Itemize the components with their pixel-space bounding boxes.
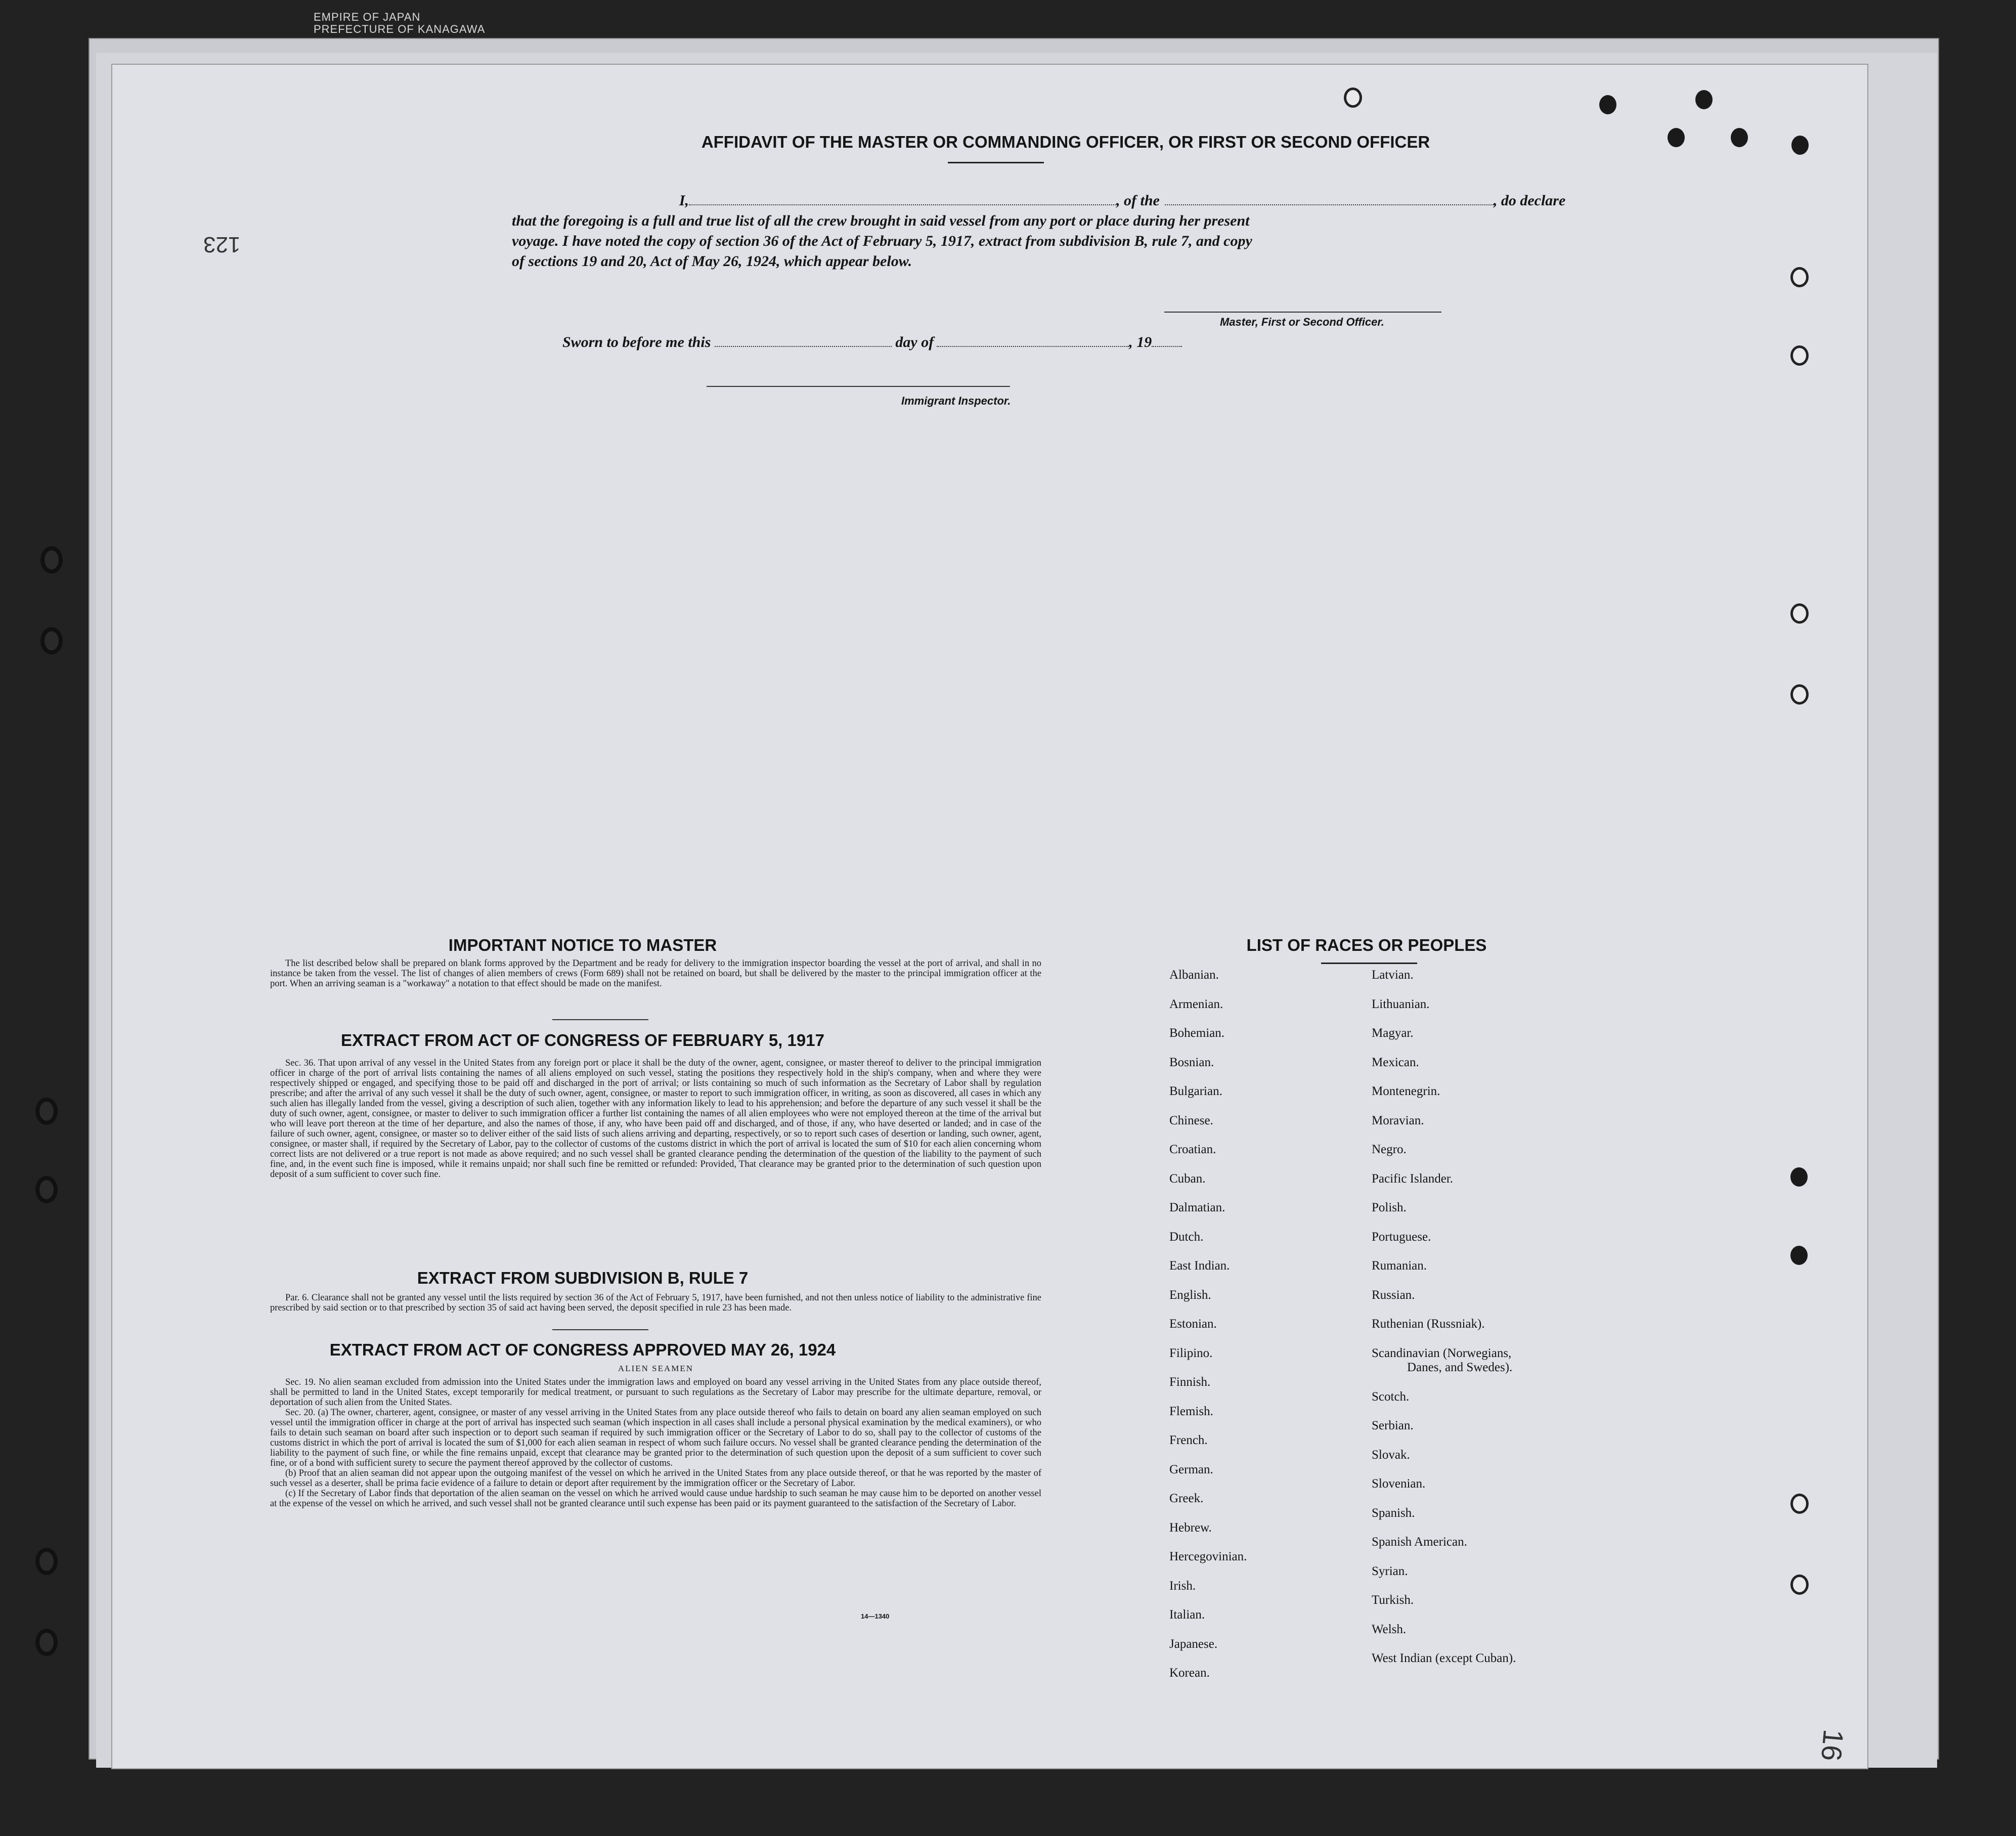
punch-hole [1344,88,1362,108]
sec-20b-paragraph: (b) Proof that an alien seaman did not appear upon the outgoing manifest of the vessel on which he arrived in the United States from any place outside thereof, or that he was reported by the master of such vessel as a deserter, shall be prima facie evidence of a failure to detain or deport after requirement by the immigration officer or the Secretary of Labor. [270,1468,1041,1489]
race-item: Rumanian. [1372,1259,1427,1273]
race-item: Ruthenian (Russniak). [1372,1317,1485,1331]
race-item: Serbian. [1372,1419,1414,1432]
corner-mark: 16 [1815,1728,1850,1763]
race-item: Hebrew. [1169,1520,1212,1535]
line1-prefix: I, [679,192,689,209]
race-item: Scotch. [1372,1389,1410,1404]
extract2-text [270,1293,1041,1313]
sworn-year: , 19 [1129,334,1152,351]
extract1-text [270,1058,1041,1179]
sec-20c-paragraph: (c) If the Secretary of Labor finds that deportation of the alien seaman on the vessel on which he arrived would cause undue hardship to such seaman he may cause him to be deported on another vessel at the expense of the vessel on which he arrived, and such vessel shall not be granted clearance until such expense has been paid or its payment guaranteed to the satisfaction of the Secretary of Labor. [270,1489,1041,1509]
vessel-blank [1165,204,1494,205]
race-item: Magyar. [1372,1026,1414,1040]
sec-20a-paragraph: Sec. 20. (a) The owner, charterer, agent, consignee, or master of any vessel arriving in the United States from any place outside thereof who fails to detain on board any alien seaman employed on such vessel until the immigration officer in charge at the port of arrival has inspected such seaman (which inspection in all cases shall include a personal physical examination by the medical examiners), or who fails to detain such seaman on board after such inspection or to deport such seaman if required by such immigration officer or the Secretary of Labor to do so, shall pay to the collector of customs of the customs district in which the port of arrival is located the sum of $1,000 for each alien seaman in respect of whom such failure occurs. No vessel shall be granted clearance pending the determination of the liability to the payment of such fine, or while the fine remains unpaid, except that clearance may be granted prior to the determination of such question upon the deposit of a sum sufficient to cover such fine, or of a bond with sufficient surety to secure the payment thereof approved by the collector of customs. [270,1408,1041,1468]
punch-hole [1695,90,1713,109]
notice-title: IMPORTANT NOTICE TO MASTER [448,936,717,954]
race-item: Croatian. [1169,1143,1216,1156]
punch-hole [1790,1575,1809,1595]
punch-hole [1790,1246,1808,1265]
race-item: Dutch. [1169,1230,1204,1244]
race-item: Cuban. [1169,1171,1206,1186]
inspector-label: Immigrant Inspector. [901,395,1011,407]
punch-hole [1599,95,1616,114]
alien-seamen-subtitle: ALIEN SEAMEN [618,1364,694,1373]
punch-hole [1790,345,1809,366]
archive-stamp [314,11,485,35]
races-title: LIST OF RACES OR PEOPLES [1246,936,1487,954]
affidavit-title: AFFIDAVIT OF THE MASTER OR COMMANDING OFFICER, OR FIRST OR SECOND OFFICER [701,133,1430,151]
punch-hole [1790,1494,1809,1514]
binder-hole [35,1098,58,1125]
binder-hole [35,1176,58,1203]
race-item: English. [1169,1288,1211,1302]
punch-hole [1790,1167,1808,1187]
race-item: Dalmatian. [1169,1201,1225,1214]
binder-hole [40,627,63,654]
races-rule [1321,963,1417,964]
extract3-text [270,1377,1041,1509]
punch-hole [1790,684,1809,705]
extract1-title: EXTRACT FROM ACT OF CONGRESS OF FEBRUARY 5, 1917 [341,1031,824,1050]
race-item: Syrian. [1372,1564,1408,1578]
sec-19-paragraph: Sec. 19. No alien seaman excluded from admission into the United States under the immigration laws and employed on board any vessel arriving in the United States from any place outside thereof, shall be permitted to land in the United States, except temporarily for medical treatment, or pursuant to such regulations as the Secretary of Labor may prescribe for the ultimate departure, removal, or deportation of such alien from the United States. [270,1377,1041,1408]
affidavit-line-1 [562,192,1565,209]
race-item: Turkish. [1372,1593,1414,1607]
race-item: West Indian (except Cuban). [1372,1651,1516,1665]
race-item: East Indian. [1169,1259,1230,1273]
divider [552,1019,648,1020]
day-blank [715,346,892,347]
form-code: 14—1340 [861,1612,890,1620]
notice-text [270,958,1041,989]
race-item: Bosnian. [1169,1055,1214,1069]
affidavit-line-3: voyage. I have noted the copy of section 36 of the Act of February 5, 1917, extract from subdivision B, rule 7, and copy [512,233,1252,249]
race-item: French. [1169,1433,1208,1447]
inspector-signature-line [707,386,1010,387]
race-item: Danes, and Swedes). [1407,1360,1513,1374]
race-item: Hercegovinian. [1169,1550,1247,1563]
race-item: Italian. [1169,1608,1205,1622]
line1-mid: , of the [1116,192,1160,209]
master-label: Master, First or Second Officer. [1220,316,1384,328]
affidavit-line-4: of sections 19 and 20, Act of May 26, 1924, which appear below. [512,253,912,270]
race-item: Spanish American. [1372,1535,1467,1549]
race-item: Montenegrin. [1372,1084,1440,1098]
extract2-title: EXTRACT FROM SUBDIVISION B, RULE 7 [417,1269,749,1287]
extract2-paragraph: Par. 6. Clearance shall not be granted any vessel until the lists required by section 36 of the Act of February 5, 1917, have been furnished, and not then unless notice of liability to the administrative fine prescribed by said section or to that prescribed by section 35 of said act having been served, the deposit specified in rule 23 has been made. [270,1293,1041,1313]
sworn-prefix: Sworn to before me this [562,334,711,351]
punch-hole [1790,267,1809,287]
name-blank [689,204,1116,205]
race-item: Japanese. [1169,1637,1218,1651]
notice-paragraph: The list described below shall be prepared on blank forms approved by the Department and be ready for delivery to the immigration inspector boarding the vessel at the port of arrival, and shall in no instance be taken from the vessel. The list of changes of alien members of crews (Form 689) shall not be retained on board, but shall be delivered by the master to the principal immigration officer at the port. When an arriving seaman is a "workaway" a notation to that effect should be made on the manifest. [270,958,1041,989]
manifest-page [112,65,1867,1768]
race-item: Moravian. [1372,1113,1424,1127]
race-item: Spanish. [1372,1506,1415,1520]
master-signature-line [1164,312,1441,313]
stamp-line-2: PREFECTURE OF KANAGAWA [314,23,486,35]
month-blank [937,346,1129,347]
binder-hole [35,1629,58,1656]
stamp-line-1: EMPIRE OF JAPAN [314,11,421,23]
race-item: Albanian. [1169,968,1219,982]
race-item: Korean. [1169,1666,1210,1680]
sworn-line [562,334,1182,351]
race-item: Filipino. [1169,1346,1213,1360]
race-item: Mexican. [1372,1055,1419,1069]
race-item: German. [1169,1462,1213,1476]
race-item: Russian. [1372,1288,1415,1302]
binder-hole [40,546,63,574]
race-item: Irish. [1169,1579,1196,1593]
race-item: Estonian. [1169,1317,1217,1331]
extract3-title: EXTRACT FROM ACT OF CONGRESS APPROVED MAY 26, 1924 [329,1340,836,1359]
race-item: Bohemian. [1169,1026,1225,1040]
race-item: Bulgarian. [1169,1084,1222,1098]
race-item: Slovak. [1372,1448,1410,1462]
race-item: Greek. [1169,1492,1204,1505]
line1-suffix: , do declare [1493,192,1566,209]
extract1-paragraph: Sec. 36. That upon arrival of any vessel in the United States from any foreign port or place it shall be the duty of the owner, agent, consignee, or master thereof to deliver to the principal immigration officer in charge of the port of arrival lists containing the names of all aliens employed on such vessel, stating the positions they respectively hold in the ship's company, when and where they were respectively shipped or engaged, and specifying those to be paid off and discharged in the port of arrival; or lists containing so much of such information as the Secretary of Labor shall by regulation prescribe; and after the arrival of any such vessel it shall be the duty of such owner, agent, consignee, or master to report to such immigration officer, in writing, as soon as discovered, all cases in which any such alien has illegally landed from the vessel, giving a description of such alien, together with any information likely to lead to his apprehension; and before the departure of any such vessel it shall be the duty of such owner, agent, consignee, or master to deliver to such immigration officer a further list containing the names of all alien employees who were not employed thereon at the time of the arrival but who will leave port thereon at the time of her departure, and also the names of those, if any, who have been paid off and discharged, and of those, if any, who have deserted or landed; and in case of the failure of such owner, agent, consignee, or master so to deliver either of the said lists of such aliens arriving and departing, respectively, or so to report such cases of desertion or landing, such owner, agent, consignee, or master shall, if required by the Secretary of Labor, pay to the collector of customs of the customs district in which the port of arrival is located the sum of $10 for each alien concerning whom correct lists are not delivered or a true report is not made as above required; and no such vessel shall be granted clearance pending the determination of the question of the liability to the payment of such fine, and, in the event such fine is imposed, while it remains unpaid; nor shall such fine be remitted or refunded: Provided, That clearance may be granted prior to the determination of such question upon deposit of a sum sufficient to cover such fine. [270,1058,1041,1179]
title-rule [948,162,1044,163]
race-item: Polish. [1372,1201,1407,1214]
affidavit-line-2: that the foregoing is a full and true list of all the crew brought in said vessel from any port or place during her present [512,212,1250,229]
race-item: Lithuanian. [1372,997,1430,1011]
sworn-mid: day of [895,334,934,351]
race-item: Chinese. [1169,1113,1213,1127]
race-item: Latvian. [1372,968,1414,982]
race-item: Pacific Islander. [1372,1171,1454,1186]
year-blank [1152,346,1182,347]
margin-note: 123 [203,232,241,257]
race-item: Scandinavian (Norwegians, [1372,1346,1512,1360]
race-item: Welsh. [1372,1622,1407,1636]
punch-hole [1790,603,1809,624]
divider [552,1329,648,1330]
race-item: Flemish. [1169,1404,1213,1418]
race-item: Negro. [1372,1143,1407,1156]
race-item: Finnish. [1169,1375,1211,1389]
race-item: Armenian. [1169,997,1223,1011]
race-item: Slovenian. [1372,1477,1426,1491]
race-item: Portuguese. [1372,1230,1431,1244]
binder-hole [35,1548,58,1575]
